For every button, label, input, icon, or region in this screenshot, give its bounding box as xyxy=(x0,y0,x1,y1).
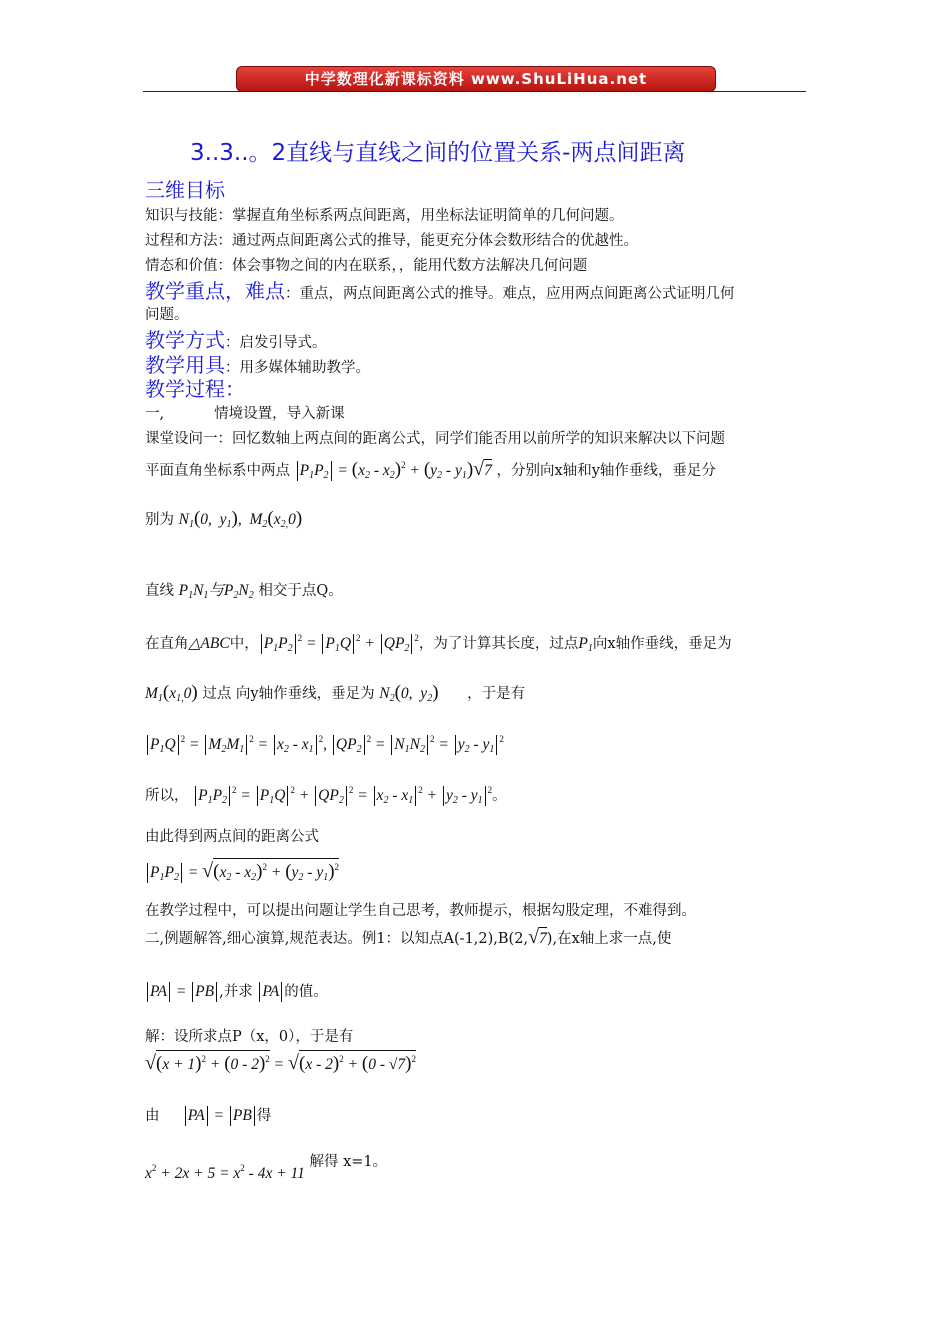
example-1-condition xyxy=(145,980,328,1002)
point-n2: $N_2(0$, $y_2$) xyxy=(379,682,439,704)
goal-knowledge: 知识与技能：掌握直角坐标系两点间距离，用坐标法证明简单的几何问题。 xyxy=(145,208,624,224)
feet-points: $N_1(0$, $y_1$), $M_2(x_{2,}0)$ xyxy=(178,508,303,530)
component-distances: $P_1Q$ $^2 = M_2M_1^2 = x_2 - x_1^2$, $QP_2^2 = N_1N_2^2 = y_2 - y_1^2$ xyxy=(145,734,504,755)
derive-line: 由此得到两点间的距离公式 xyxy=(145,829,319,845)
goals-heading: 三维目标 xyxy=(145,178,225,202)
point-m1: $M_1(x_{1,}0)$ xyxy=(145,682,198,704)
point-p1: $P_1$ xyxy=(578,635,593,654)
line-e-mid: 过点 向y轴作垂线，垂足为 xyxy=(202,686,375,702)
line-c-pre: 直线 xyxy=(145,583,174,599)
by-post: 得 xyxy=(256,1108,272,1124)
tools-heading: 教学用具 xyxy=(145,353,225,377)
distance-formula-inline: $P_1P_2 = (x_2 - x_2)^2 + (y_2 - y_1)√7$ xyxy=(295,462,492,479)
tools-text: ：用多媒体辅助教学。 xyxy=(225,360,370,376)
focus-block xyxy=(145,275,735,304)
by-line xyxy=(145,1104,271,1126)
pa-equals-pb-2: PA = PB xyxy=(183,1107,257,1124)
line-a-post: ，分别向x轴和y轴作垂线，垂足分 xyxy=(496,463,716,479)
section1-num: 一, xyxy=(145,406,165,422)
line-c xyxy=(145,578,343,601)
line-c-post: 相交于点Q。 xyxy=(258,583,343,599)
line-d-pre: 在直角 xyxy=(145,636,189,652)
line-d-post: ，为了计算其长度，过点 xyxy=(418,636,579,652)
distance-formula: $P_1P_2 = √(x_2 - x_2)^2 + (y_2 - y_1)^2$ xyxy=(145,858,339,883)
by-label: 由 xyxy=(145,1108,160,1124)
section1-title-text: 情境设置，导入新课 xyxy=(214,406,345,422)
condition-mid: ,并求 xyxy=(219,984,253,1000)
so-label: 所以， xyxy=(145,788,189,804)
line-a xyxy=(145,458,716,481)
example-intro-pre: 二,例题解答,细心演算,规范表达。例1：以知点A(-1,2),B(2, xyxy=(145,931,529,947)
line-b xyxy=(145,508,302,530)
so-period: 。 xyxy=(492,788,507,804)
process-heading: 教学过程： xyxy=(145,377,245,401)
page-title: 3..3..。2直线与直线之间的位置关系-两点间距离 xyxy=(190,140,686,166)
solve-text: 解得 x=1。 xyxy=(309,1154,388,1170)
focus-text: ：重点，两点间距离公式的推导。难点，应用两点间距离公式证明几何 xyxy=(285,286,735,302)
line-b-pre: 别为 xyxy=(145,512,174,528)
goal-process: 过程和方法：通过两点间距离公式的推导，能更充分体会数形结合的优越性。 xyxy=(145,233,638,249)
sqrt-7: √7 xyxy=(528,926,547,948)
solution-equation: $√(x + 1)^2 + (0 - 2)^2 = √(x - 2)^2 + (0 - √7)^2$ xyxy=(145,1052,416,1074)
method-text: ：启发引导式。 xyxy=(225,335,327,351)
distance-squared: $P_1P_2^2 = P_1Q$ $^2 + QP_2^2 = x_2 - x_1^2 + y_2 - y_1^2$ xyxy=(193,787,492,804)
header-rule xyxy=(143,91,806,92)
condition-post: 的值。 xyxy=(284,984,328,1000)
pythagoras-relation: $P_1P_2^2 = P_1Q$ $^2 + QP_2^2$ xyxy=(259,635,419,652)
goal-emotion: 情态和价值：体会事物之间的内在联系，，能用代数方法解决几何问题 xyxy=(145,258,588,274)
so-line xyxy=(145,784,507,806)
section1-title xyxy=(145,402,345,423)
lines-p1n1-p2n2: $P_1N_1$与$P_2N_2$ xyxy=(178,582,254,601)
focus-text-2: 问题。 xyxy=(145,307,189,323)
line-d-end: 向x轴作垂线，垂足为 xyxy=(592,636,732,652)
solution-line: 解：设所求点P（x，0），于是有 xyxy=(145,1029,354,1045)
solve-line xyxy=(145,1150,388,1182)
line-d-mid: 中， xyxy=(229,636,259,652)
line-e xyxy=(145,682,525,704)
header-banner: 中学数理化新课标资料 www.ShuLiHua.net xyxy=(236,66,716,92)
question-1: 课堂设问一：回忆数轴上两点间的距离公式，同学们能否用以前所学的知识来解决以下问题 xyxy=(145,431,725,447)
method-heading: 教学方式 xyxy=(145,328,225,352)
example-1-intro xyxy=(145,926,671,949)
example-intro-post: ),在x轴上求一点,使 xyxy=(546,931,672,947)
triangle-abc: △ABC xyxy=(188,635,230,652)
line-d xyxy=(145,632,732,654)
pa-abs: PA xyxy=(257,983,284,1000)
teach-note: 在教学过程中，可以提出问题让学生自己思考，教师提示，根据勾股定理，不难得到。 xyxy=(145,903,696,919)
pa-equals-pb: PA = PB xyxy=(145,983,219,1000)
focus-heading: 教学重点，难点 xyxy=(145,279,285,303)
line-e-end: ，于是有 xyxy=(467,686,526,702)
quadratic-equation: $x^2 + 2x + 5 = x^2 - 4x + 11$ xyxy=(145,1163,305,1182)
line-a-pre: 平面直角坐标系中两点 xyxy=(145,463,290,479)
